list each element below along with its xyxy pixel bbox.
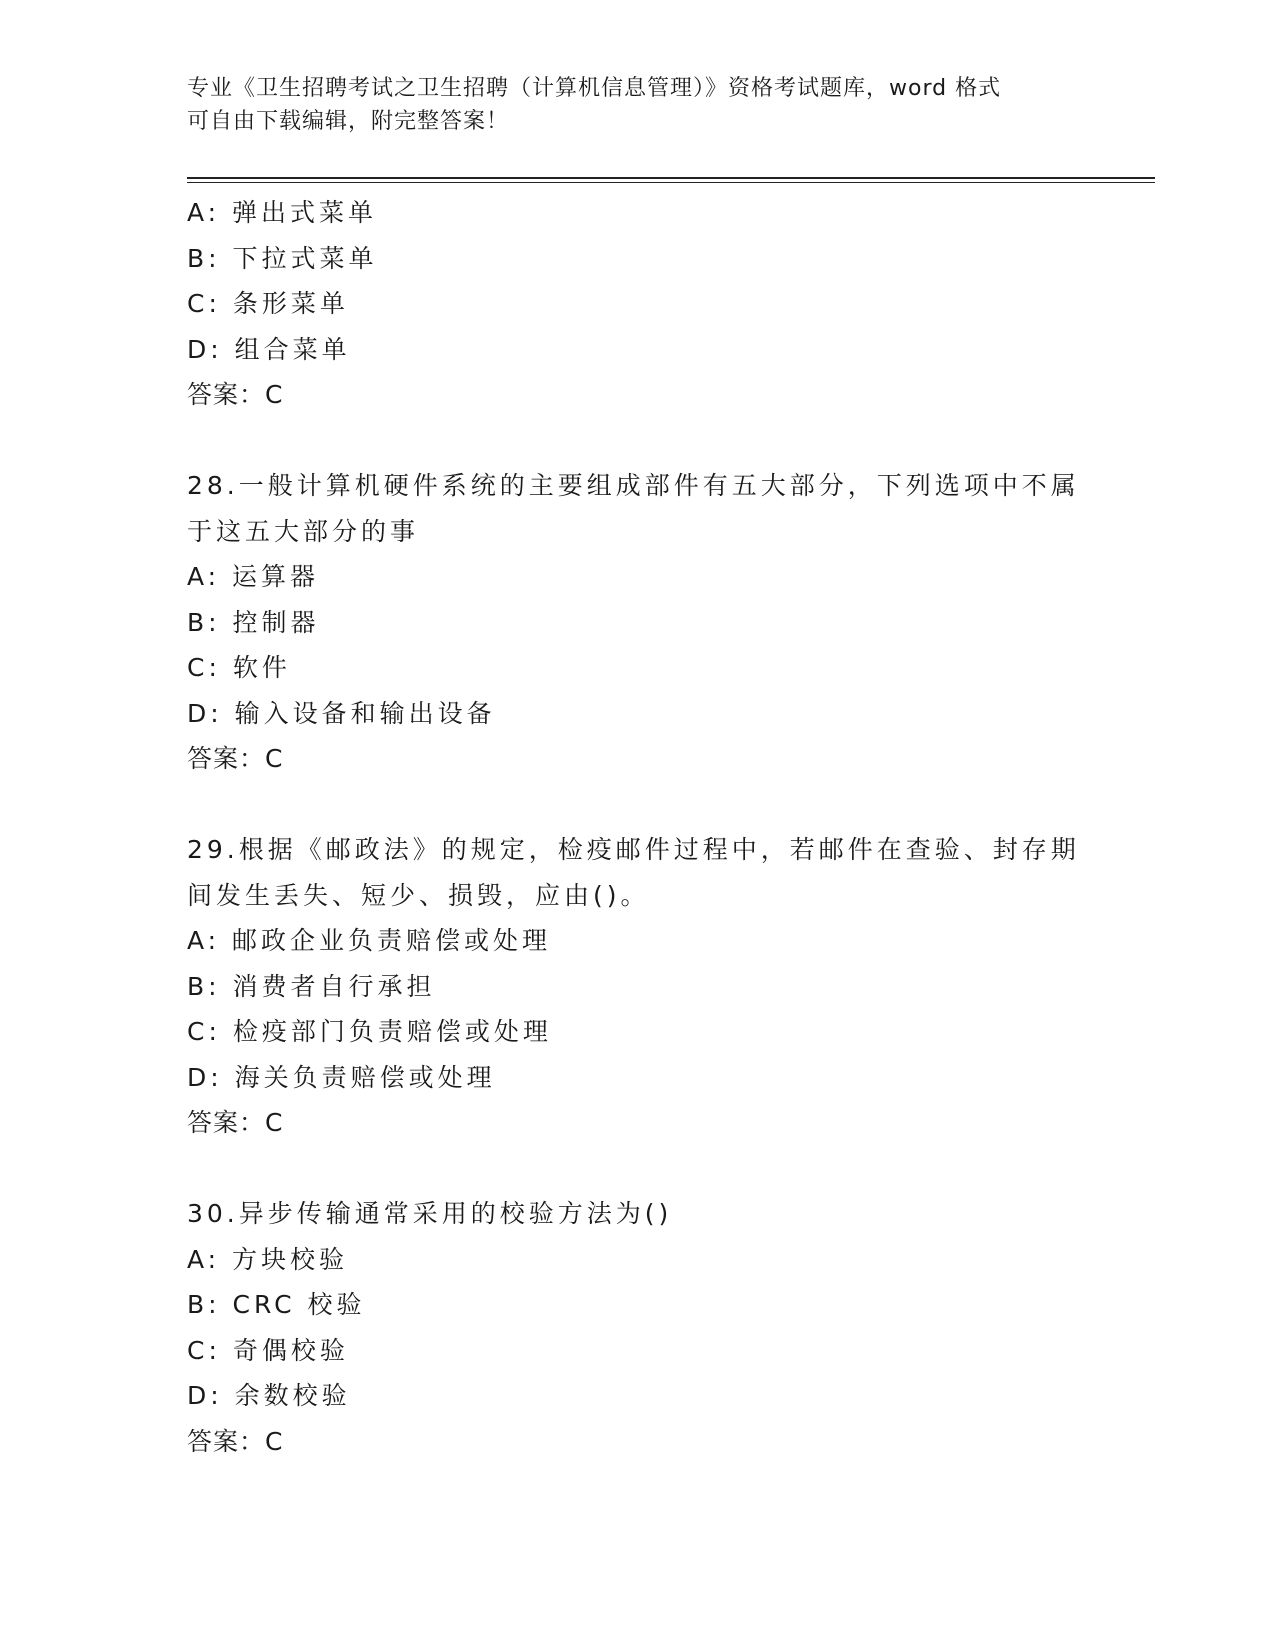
question-text-line-1: 29.根据《邮政法》的规定，检疫邮件过程中，若邮件在查验、封存期 — [187, 835, 1080, 864]
option-d: D: 输入设备和输出设备 — [187, 698, 496, 728]
question-text-line-2: 于这五大部分的事 — [187, 516, 420, 546]
option-c: C: 奇偶校验 — [187, 1335, 349, 1365]
question-block-28 — [187, 463, 1087, 782]
option-a: A: 方块校验 — [187, 1244, 349, 1274]
question-text-line-2: 间发生丢失、短少、损毁，应由()。 — [187, 880, 650, 910]
question-block-30 — [187, 1191, 1087, 1464]
option-b: B: 控制器 — [187, 607, 320, 637]
option-d: D: 组合菜单 — [187, 334, 351, 364]
option-b: B: 下拉式菜单 — [187, 243, 378, 273]
answer: 答案：C — [187, 1426, 284, 1456]
question-list — [187, 190, 1087, 1464]
answer: 答案：C — [187, 744, 284, 773]
header-line-1: 专业《卫生招聘考试之卫生招聘（计算机信息管理）》资格考试题库，word 格式 — [187, 76, 1002, 101]
question-block-29 — [187, 827, 1087, 1146]
option-c: C: 条形菜单 — [187, 289, 349, 318]
option-a: A: 弹出式菜单 — [187, 198, 378, 227]
answer: 答案：C — [187, 1108, 284, 1137]
question-text-line-1: 28.一般计算机硬件系统的主要组成部件有五大部分，下列选项中不属 — [187, 471, 1080, 500]
option-d: D: 余数校验 — [187, 1381, 351, 1410]
question-text-line-1: 30.异步传输通常采用的校验方法为() — [187, 1199, 673, 1228]
header-line-2: 可自由下载编辑，附完整答案！ — [187, 109, 510, 134]
option-c: C: 检疫部门负责赔偿或处理 — [187, 1017, 552, 1046]
question-block-27 — [187, 190, 1087, 418]
option-a: A: 邮政企业负责赔偿或处理 — [187, 926, 552, 955]
document-header — [187, 72, 1087, 138]
header-divider — [187, 177, 1155, 183]
option-c: C: 软件 — [187, 653, 291, 682]
answer: 答案：C — [187, 380, 284, 409]
option-b: B: 消费者自行承担 — [187, 971, 436, 1001]
option-b: B: CRC 校验 — [187, 1290, 366, 1319]
option-d: D: 海关负责赔偿或处理 — [187, 1062, 496, 1092]
option-a: A: 运算器 — [187, 562, 320, 591]
